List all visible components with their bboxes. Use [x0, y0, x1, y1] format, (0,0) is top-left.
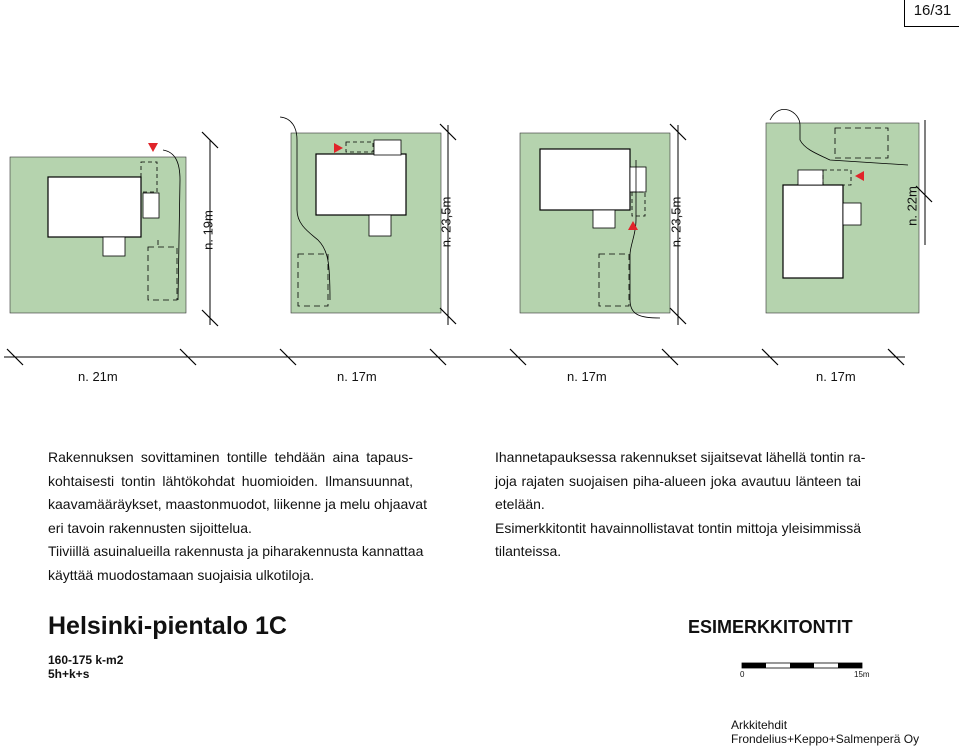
width-label-4: n. 17m [816, 369, 856, 384]
page-title: Helsinki-pientalo 1C [48, 612, 287, 640]
text-right-line: Esimerkkitontit havainnollistavat tontin mittoja yleisimmissä [495, 519, 861, 536]
plot-2-house [316, 154, 406, 215]
depth-label-1: n. 19m [200, 210, 216, 250]
scale-start-label: 0 [740, 670, 745, 679]
depth-label-4: n. 22m [904, 186, 920, 226]
text-left-line: Rakennuksen sovittaminen tontille tehdään aina tapaus- [48, 449, 413, 465]
subtitle-rooms: 5h+k+s [48, 667, 90, 681]
plot-4-top-annex [798, 170, 823, 185]
plot-1-side-annex [143, 193, 159, 218]
plot-3-side-annex [630, 167, 646, 192]
plot-4-house [783, 185, 843, 278]
plot-2 [280, 117, 456, 325]
plot-3 [520, 124, 686, 325]
plot-3-house [540, 149, 630, 210]
text-right-line: Ihannetapauksessa rakennukset sijaitsevat lähellä tontin ra- [495, 449, 866, 465]
depth-label-3: n. 23,5m [668, 196, 684, 248]
plot-2-top-annex [374, 140, 401, 155]
subtitle-area: 160-175 k-m2 [48, 653, 124, 667]
subtitle [48, 653, 123, 681]
section-heading: ESIMERKKITONTIT [688, 617, 853, 637]
width-dimension-line [4, 349, 905, 365]
width-label-1: n. 21m [78, 369, 118, 384]
text-left-line: Tiiviillä asuinalueilla rakennusta ja piharakennusta kannattaa [48, 543, 424, 559]
text-right-line: joja rajaten suojaisen piha-alueen joka avautuu länteen tai [495, 472, 861, 489]
plot-3-entry [593, 210, 615, 228]
text-right-line: tilanteissa. [495, 543, 562, 559]
width-label-3: n. 17m [567, 369, 607, 384]
text-left-line: käyttää muodostamaan suojaisia ulkotiloja. [48, 566, 315, 583]
page-number: 16/31 [904, 0, 959, 27]
plot-1 [10, 132, 218, 326]
text-left-line: kohtaisesti tontin lähtökohdat huomioiden. Ilmansuunnat, [48, 472, 413, 489]
plot-1-entry-marker [148, 143, 158, 152]
credit: Arkkitehdit Frondelius+Keppo+Salmenperä Oy [731, 718, 920, 746]
plot-2-entry [369, 215, 391, 236]
width-label-2: n. 17m [337, 369, 377, 384]
depth-label-2: n. 23,5m [438, 196, 454, 248]
text-left-line: eri tavoin rakennusten sijoittelua. [48, 519, 252, 536]
text-left-line: kaavamääräykset, maastonmuodot, liikenne ja melu ohjaavat [48, 496, 427, 512]
text-right [495, 446, 866, 564]
scale-end-label: 15m [854, 670, 870, 679]
plot-1-house [48, 177, 141, 237]
scale-bar [742, 663, 862, 668]
plot-1-entry [103, 237, 125, 256]
plot-4-entry [843, 203, 861, 225]
text-right-line: etelään. [495, 496, 545, 512]
text-left [48, 446, 427, 587]
